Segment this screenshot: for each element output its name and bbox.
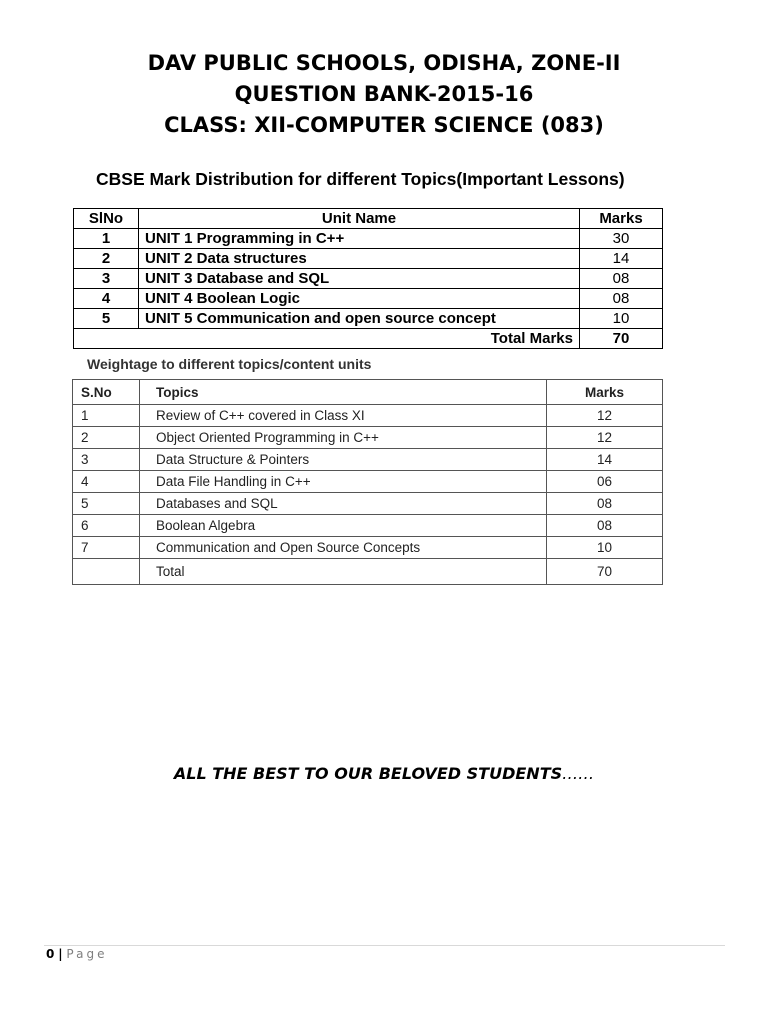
column-header-slno: SlNo xyxy=(74,209,139,229)
row-marks: 08 xyxy=(547,493,663,515)
row-unit-name: UNIT 2 Data structures xyxy=(139,249,580,269)
row-sno: 4 xyxy=(73,471,140,493)
row-marks: 14 xyxy=(547,449,663,471)
row-marks: 08 xyxy=(547,515,663,537)
row-unit-name: UNIT 3 Database and SQL xyxy=(139,269,580,289)
page-footer xyxy=(46,947,107,961)
table-header-row xyxy=(74,209,663,229)
row-topic: Databases and SQL xyxy=(140,493,547,515)
row-sno: 2 xyxy=(73,427,140,449)
mark-distribution-table xyxy=(73,208,663,349)
closing-ellipsis: …… xyxy=(562,764,595,783)
table-row xyxy=(73,405,663,427)
question-bank-title: QUESTION BANK-2015-16 xyxy=(234,82,534,106)
row-marks: 10 xyxy=(547,537,663,559)
total-label: Total xyxy=(140,559,547,585)
class-title: CLASS: XII-COMPUTER SCIENCE (083) xyxy=(164,113,604,137)
row-sno: 7 xyxy=(73,537,140,559)
row-topic: Boolean Algebra xyxy=(140,515,547,537)
table-row xyxy=(73,471,663,493)
table-row xyxy=(74,229,663,249)
table-row xyxy=(74,249,663,269)
total-empty-cell xyxy=(73,559,140,585)
column-header-sno: S.No xyxy=(73,380,140,405)
footer-separator: | xyxy=(58,947,63,961)
row-unit-name: UNIT 5 Communication and open source concept xyxy=(139,309,580,329)
column-header-unit-name: Unit Name xyxy=(139,209,580,229)
table-row xyxy=(73,537,663,559)
table-row xyxy=(73,427,663,449)
closing-text: ALL THE BEST TO OUR BELOVED STUDENTS xyxy=(173,764,563,783)
table-header-row xyxy=(73,380,663,405)
column-header-marks: Marks xyxy=(580,209,663,229)
row-marks: 08 xyxy=(580,269,663,289)
row-slno: 2 xyxy=(74,249,139,269)
row-marks: 12 xyxy=(547,427,663,449)
row-marks: 30 xyxy=(580,229,663,249)
row-sno: 3 xyxy=(73,449,140,471)
row-slno: 3 xyxy=(74,269,139,289)
total-row xyxy=(73,559,663,585)
row-unit-name: UNIT 4 Boolean Logic xyxy=(139,289,580,309)
row-topic: Communication and Open Source Concepts xyxy=(140,537,547,559)
table-row xyxy=(73,493,663,515)
column-header-marks: Marks xyxy=(547,380,663,405)
table-row xyxy=(74,269,663,289)
total-row xyxy=(74,329,663,349)
row-unit-name: UNIT 1 Programming in C++ xyxy=(139,229,580,249)
row-sno: 5 xyxy=(73,493,140,515)
mark-distribution-title: CBSE Mark Distribution for different Topics(Important Lessons) xyxy=(96,169,625,189)
table-row xyxy=(73,515,663,537)
row-marks: 12 xyxy=(547,405,663,427)
row-topic: Data Structure & Pointers xyxy=(140,449,547,471)
document-header xyxy=(0,48,768,141)
table-row xyxy=(73,449,663,471)
row-sno: 1 xyxy=(73,405,140,427)
closing-message xyxy=(0,764,768,783)
row-slno: 4 xyxy=(74,289,139,309)
weightage-title: Weightage to different topics/content units xyxy=(87,356,372,372)
row-marks: 06 xyxy=(547,471,663,493)
school-title: DAV PUBLIC SCHOOLS, ODISHA, ZONE-II xyxy=(147,51,621,75)
total-marks-label: Total Marks xyxy=(74,329,580,349)
table-row xyxy=(74,309,663,329)
row-slno: 1 xyxy=(74,229,139,249)
row-topic: Review of C++ covered in Class XI xyxy=(140,405,547,427)
weightage-table xyxy=(72,379,663,585)
footer-divider xyxy=(44,945,725,946)
table-row xyxy=(74,289,663,309)
total-value: 70 xyxy=(547,559,663,585)
row-slno: 5 xyxy=(74,309,139,329)
row-marks: 08 xyxy=(580,289,663,309)
row-marks: 10 xyxy=(580,309,663,329)
row-topic: Data File Handling in C++ xyxy=(140,471,547,493)
row-marks: 14 xyxy=(580,249,663,269)
total-marks-value: 70 xyxy=(580,329,663,349)
column-header-topics: Topics xyxy=(140,380,547,405)
row-sno: 6 xyxy=(73,515,140,537)
row-topic: Object Oriented Programming in C++ xyxy=(140,427,547,449)
page-number: 0 xyxy=(46,947,55,961)
page-label: Page xyxy=(66,947,108,961)
